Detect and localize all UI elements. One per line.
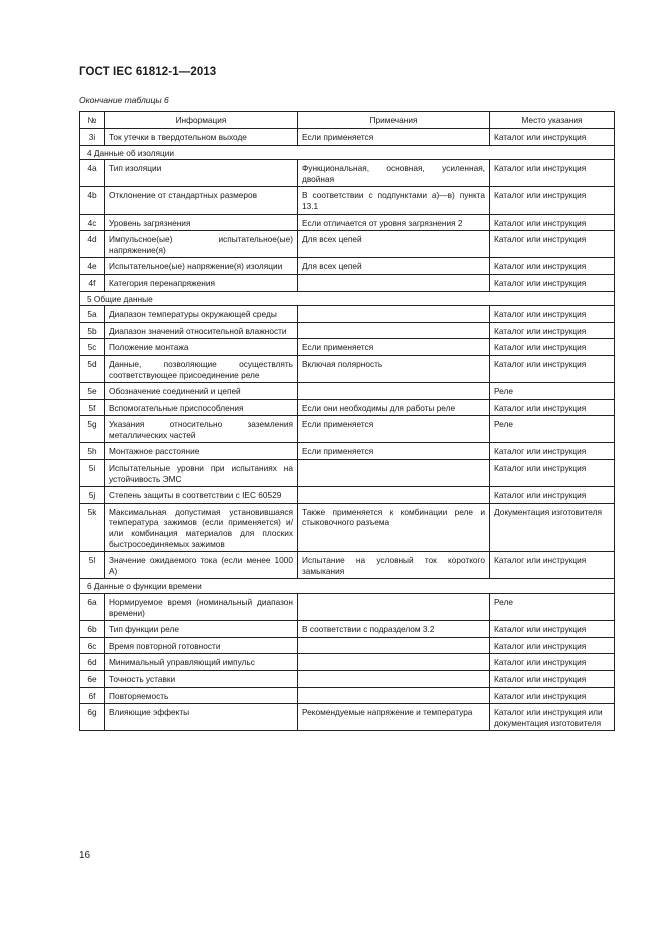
row-information: Влияющие эффекты [105, 704, 298, 731]
row-information: Вспомогательные приспособления [105, 399, 298, 416]
row-information: Ток утечки в твердотельном выходе [105, 129, 298, 146]
row-notes [298, 487, 490, 504]
row-location: Каталог или инструкция [490, 231, 615, 258]
row-number: 5g [80, 416, 105, 443]
row-notes: Если применяется [298, 443, 490, 460]
table-row [80, 399, 615, 416]
row-notes [298, 322, 490, 339]
table-row [80, 129, 615, 146]
row-notes [298, 594, 490, 621]
table-row [80, 704, 615, 731]
row-information: Указания относительно заземления металлических частей [105, 416, 298, 443]
row-information: Время повторной готовности [105, 637, 298, 654]
row-notes [298, 670, 490, 687]
row-number: 6c [80, 637, 105, 654]
row-number: 6a [80, 594, 105, 621]
table-row [80, 443, 615, 460]
table-caption: Окончание таблицы 6 [79, 95, 169, 105]
row-information: Категория перенапряжения [105, 274, 298, 291]
row-number: 5l [80, 552, 105, 579]
section-title: 5 Общие данные [80, 291, 615, 306]
row-notes [298, 637, 490, 654]
row-information: Значение ожидаемого тока (если менее 1000 А) [105, 552, 298, 579]
row-number: 3i [80, 129, 105, 146]
row-location: Реле [490, 383, 615, 400]
row-information: Испытательное(ые) напряжение(я) изоляции [105, 258, 298, 275]
section-row [80, 291, 615, 306]
table-row [80, 214, 615, 231]
row-location: Каталог или инструкция [490, 355, 615, 382]
row-number: 5c [80, 339, 105, 356]
row-information: Данные, позволяющие осуществлять соответствующее присоединение реле [105, 355, 298, 382]
section-title: 4 Данные об изоляции [80, 145, 615, 160]
table-row [80, 355, 615, 382]
row-notes: Функциональная, основная, усиленная, двойная [298, 160, 490, 187]
row-notes: Включая полярность [298, 355, 490, 382]
table-row [80, 160, 615, 187]
row-location: Реле [490, 594, 615, 621]
row-notes: В соответствии с подпунктами а)—в) пункта 13.1 [298, 187, 490, 214]
row-notes: Если применяется [298, 416, 490, 443]
row-number: 5f [80, 399, 105, 416]
section-row [80, 579, 615, 594]
table-body [80, 129, 615, 731]
table-row [80, 670, 615, 687]
row-notes [298, 654, 490, 671]
table-row [80, 416, 615, 443]
row-number: 6d [80, 654, 105, 671]
row-location: Каталог или инструкция [490, 322, 615, 339]
section-row [80, 145, 615, 160]
table-row [80, 460, 615, 487]
table-row [80, 383, 615, 400]
row-notes [298, 687, 490, 704]
row-location: Каталог или инструкция [490, 129, 615, 146]
table-row [80, 503, 615, 551]
row-information: Минимальный управляющий импульс [105, 654, 298, 671]
table-row [80, 637, 615, 654]
row-location: Каталог или инструкция [490, 621, 615, 638]
row-number: 4d [80, 231, 105, 258]
row-number: 5k [80, 503, 105, 551]
row-notes: Если отличается от уровня загрязнения 2 [298, 214, 490, 231]
row-location: Каталог или инструкция [490, 443, 615, 460]
column-header-notes: Примечания [298, 112, 490, 129]
row-location: Каталог или инструкция или документация изготовителя [490, 704, 615, 731]
row-information: Повторяемость [105, 687, 298, 704]
row-notes [298, 306, 490, 323]
row-notes: Также применяется к комбинации реле и стыковочного разъема [298, 503, 490, 551]
row-number: 5b [80, 322, 105, 339]
row-number: 5i [80, 460, 105, 487]
requirements-table [79, 111, 615, 731]
document-header: ГОСТ IEC 61812-1—2013 [79, 66, 217, 78]
row-location: Каталог или инструкция [490, 487, 615, 504]
table-row [80, 687, 615, 704]
row-number: 6b [80, 621, 105, 638]
row-number: 6g [80, 704, 105, 731]
row-location: Каталог или инструкция [490, 552, 615, 579]
row-number: 5j [80, 487, 105, 504]
table-row [80, 306, 615, 323]
table-header-row [80, 112, 615, 129]
row-location: Каталог или инструкция [490, 214, 615, 231]
row-number: 5h [80, 443, 105, 460]
page-number: 16 [79, 850, 91, 861]
table-row [80, 274, 615, 291]
row-location: Реле [490, 416, 615, 443]
table-row [80, 654, 615, 671]
table-row [80, 552, 615, 579]
table-row [80, 187, 615, 214]
row-information: Испытательные уровни при испытаниях на устойчивость ЭМС [105, 460, 298, 487]
table-row [80, 322, 615, 339]
row-information: Обозначение соединений и цепей [105, 383, 298, 400]
row-notes [298, 460, 490, 487]
row-location: Каталог или инструкция [490, 399, 615, 416]
row-information: Тип изоляции [105, 160, 298, 187]
row-information: Степень защиты в соответствии с IEC 60529 [105, 487, 298, 504]
row-location: Каталог или инструкция [490, 687, 615, 704]
table-row [80, 231, 615, 258]
row-information: Тип функции реле [105, 621, 298, 638]
column-header-number: № [80, 112, 105, 129]
row-information: Нормируемое время (номинальный диапазон времени) [105, 594, 298, 621]
row-location: Каталог или инструкция [490, 460, 615, 487]
table-row [80, 258, 615, 275]
row-number: 4e [80, 258, 105, 275]
row-notes: Испытание на условный ток короткого замыкания [298, 552, 490, 579]
section-title: 6 Данные о функции времени [80, 579, 615, 594]
row-number: 4b [80, 187, 105, 214]
row-notes: Для всех цепей [298, 258, 490, 275]
row-location: Каталог или инструкция [490, 670, 615, 687]
column-header-information: Информация [105, 112, 298, 129]
row-location: Каталог или инструкция [490, 274, 615, 291]
row-number: 6f [80, 687, 105, 704]
row-notes: Для всех цепей [298, 231, 490, 258]
table-row [80, 339, 615, 356]
row-number: 5a [80, 306, 105, 323]
row-information: Импульсное(ые) испытательное(ые) напряжение(я) [105, 231, 298, 258]
row-location: Каталог или инструкция [490, 258, 615, 275]
row-information: Монтажное расстояние [105, 443, 298, 460]
row-notes: В соответствии с подразделом 3.2 [298, 621, 490, 638]
row-location: Каталог или инструкция [490, 339, 615, 356]
row-location: Каталог или инструкция [490, 160, 615, 187]
row-location: Каталог или инструкция [490, 187, 615, 214]
row-number: 5e [80, 383, 105, 400]
row-notes [298, 383, 490, 400]
row-information: Диапазон значений относительной влажности [105, 322, 298, 339]
row-information: Положение монтажа [105, 339, 298, 356]
row-information: Точность уставки [105, 670, 298, 687]
table-row [80, 594, 615, 621]
row-number: 4c [80, 214, 105, 231]
row-number: 4a [80, 160, 105, 187]
row-notes: Если применяется [298, 129, 490, 146]
row-notes: Если применяется [298, 339, 490, 356]
row-notes: Если они необходимы для работы реле [298, 399, 490, 416]
row-location: Каталог или инструкция [490, 654, 615, 671]
row-notes [298, 274, 490, 291]
row-location: Каталог или инструкция [490, 306, 615, 323]
row-information: Уровень загрязнения [105, 214, 298, 231]
table-row [80, 621, 615, 638]
row-number: 4f [80, 274, 105, 291]
row-location: Документация изготовителя [490, 503, 615, 551]
row-number: 6e [80, 670, 105, 687]
row-location: Каталог или инструкция [490, 637, 615, 654]
row-number: 5d [80, 355, 105, 382]
row-information: Диапазон температуры окружающей среды [105, 306, 298, 323]
row-notes: Рекомендуемые напряжение и температура [298, 704, 490, 731]
column-header-location: Место указания [490, 112, 615, 129]
row-information: Отклонение от стандартных размеров [105, 187, 298, 214]
row-information: Максимальная допустимая установившаяся температура зажимов (если применяется) и/или комбинация материалов для плоских быстросоединяемых зажимов [105, 503, 298, 551]
table-row [80, 487, 615, 504]
